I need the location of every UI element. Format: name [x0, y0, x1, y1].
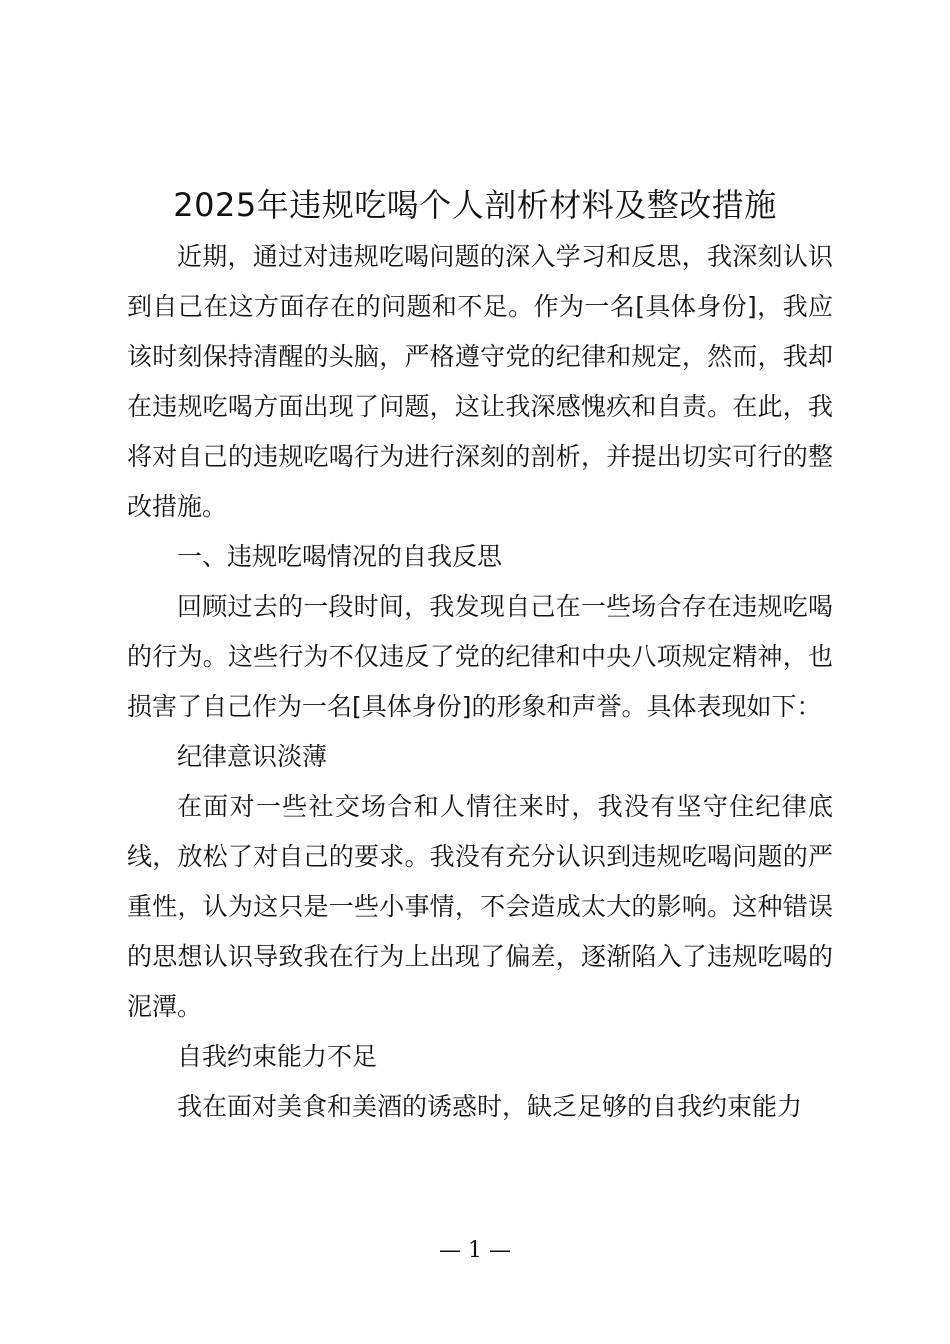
page-title: 2025年违规吃喝个人剖析材料及整改措施: [173, 186, 777, 224]
intro-paragraph: 近期，通过对违规吃喝问题的深入学习和反思，我深刻认识到自己在这方面存在的问题和不足。作为一名[具体身份]，我应该时刻保持清醒的头脑，严格遵守党的纪律和规定，然而，我却在违规吃喝方面出现了问题，这让我深感愧疚和自责。在此，我将对自己的违规吃喝行为进行深刻的剖析，并提出切实可行的整改措施。: [127, 242, 833, 521]
page-number: — 1 —: [439, 1238, 511, 1263]
self-restraint-paragraph: 我在面对美食和美酒的诱惑时，缺乏足够的自我约束能力: [177, 1092, 803, 1121]
discipline-paragraph: 在面对一些社交场合和人情往来时，我没有坚守住纪律底线，放松了对自己的要求。我没有充分认识到违规吃喝问题的严重性，认为这只是一些小事情，不会造成太大的影响。这种错误的思想认识导致我在行为上出现了偏差，逐渐陷入了违规吃喝的泥潭。: [127, 792, 833, 1021]
subheading-self-restraint: 自我约束能力不足: [177, 1042, 378, 1071]
section-paragraph: 回顾过去的一段时间，我发现自己在一些场合存在违规吃喝的行为。这些行为不仅违反了党的纪律和中央八项规定精神，也损害了自己作为一名[具体身份]的形象和声誉。具体表现如下：: [127, 592, 833, 721]
document-body: [127, 232, 833, 1132]
section-heading: 一、违规吃喝情况的自我反思: [177, 542, 503, 571]
subheading-discipline: 纪律意识淡薄: [177, 742, 328, 771]
